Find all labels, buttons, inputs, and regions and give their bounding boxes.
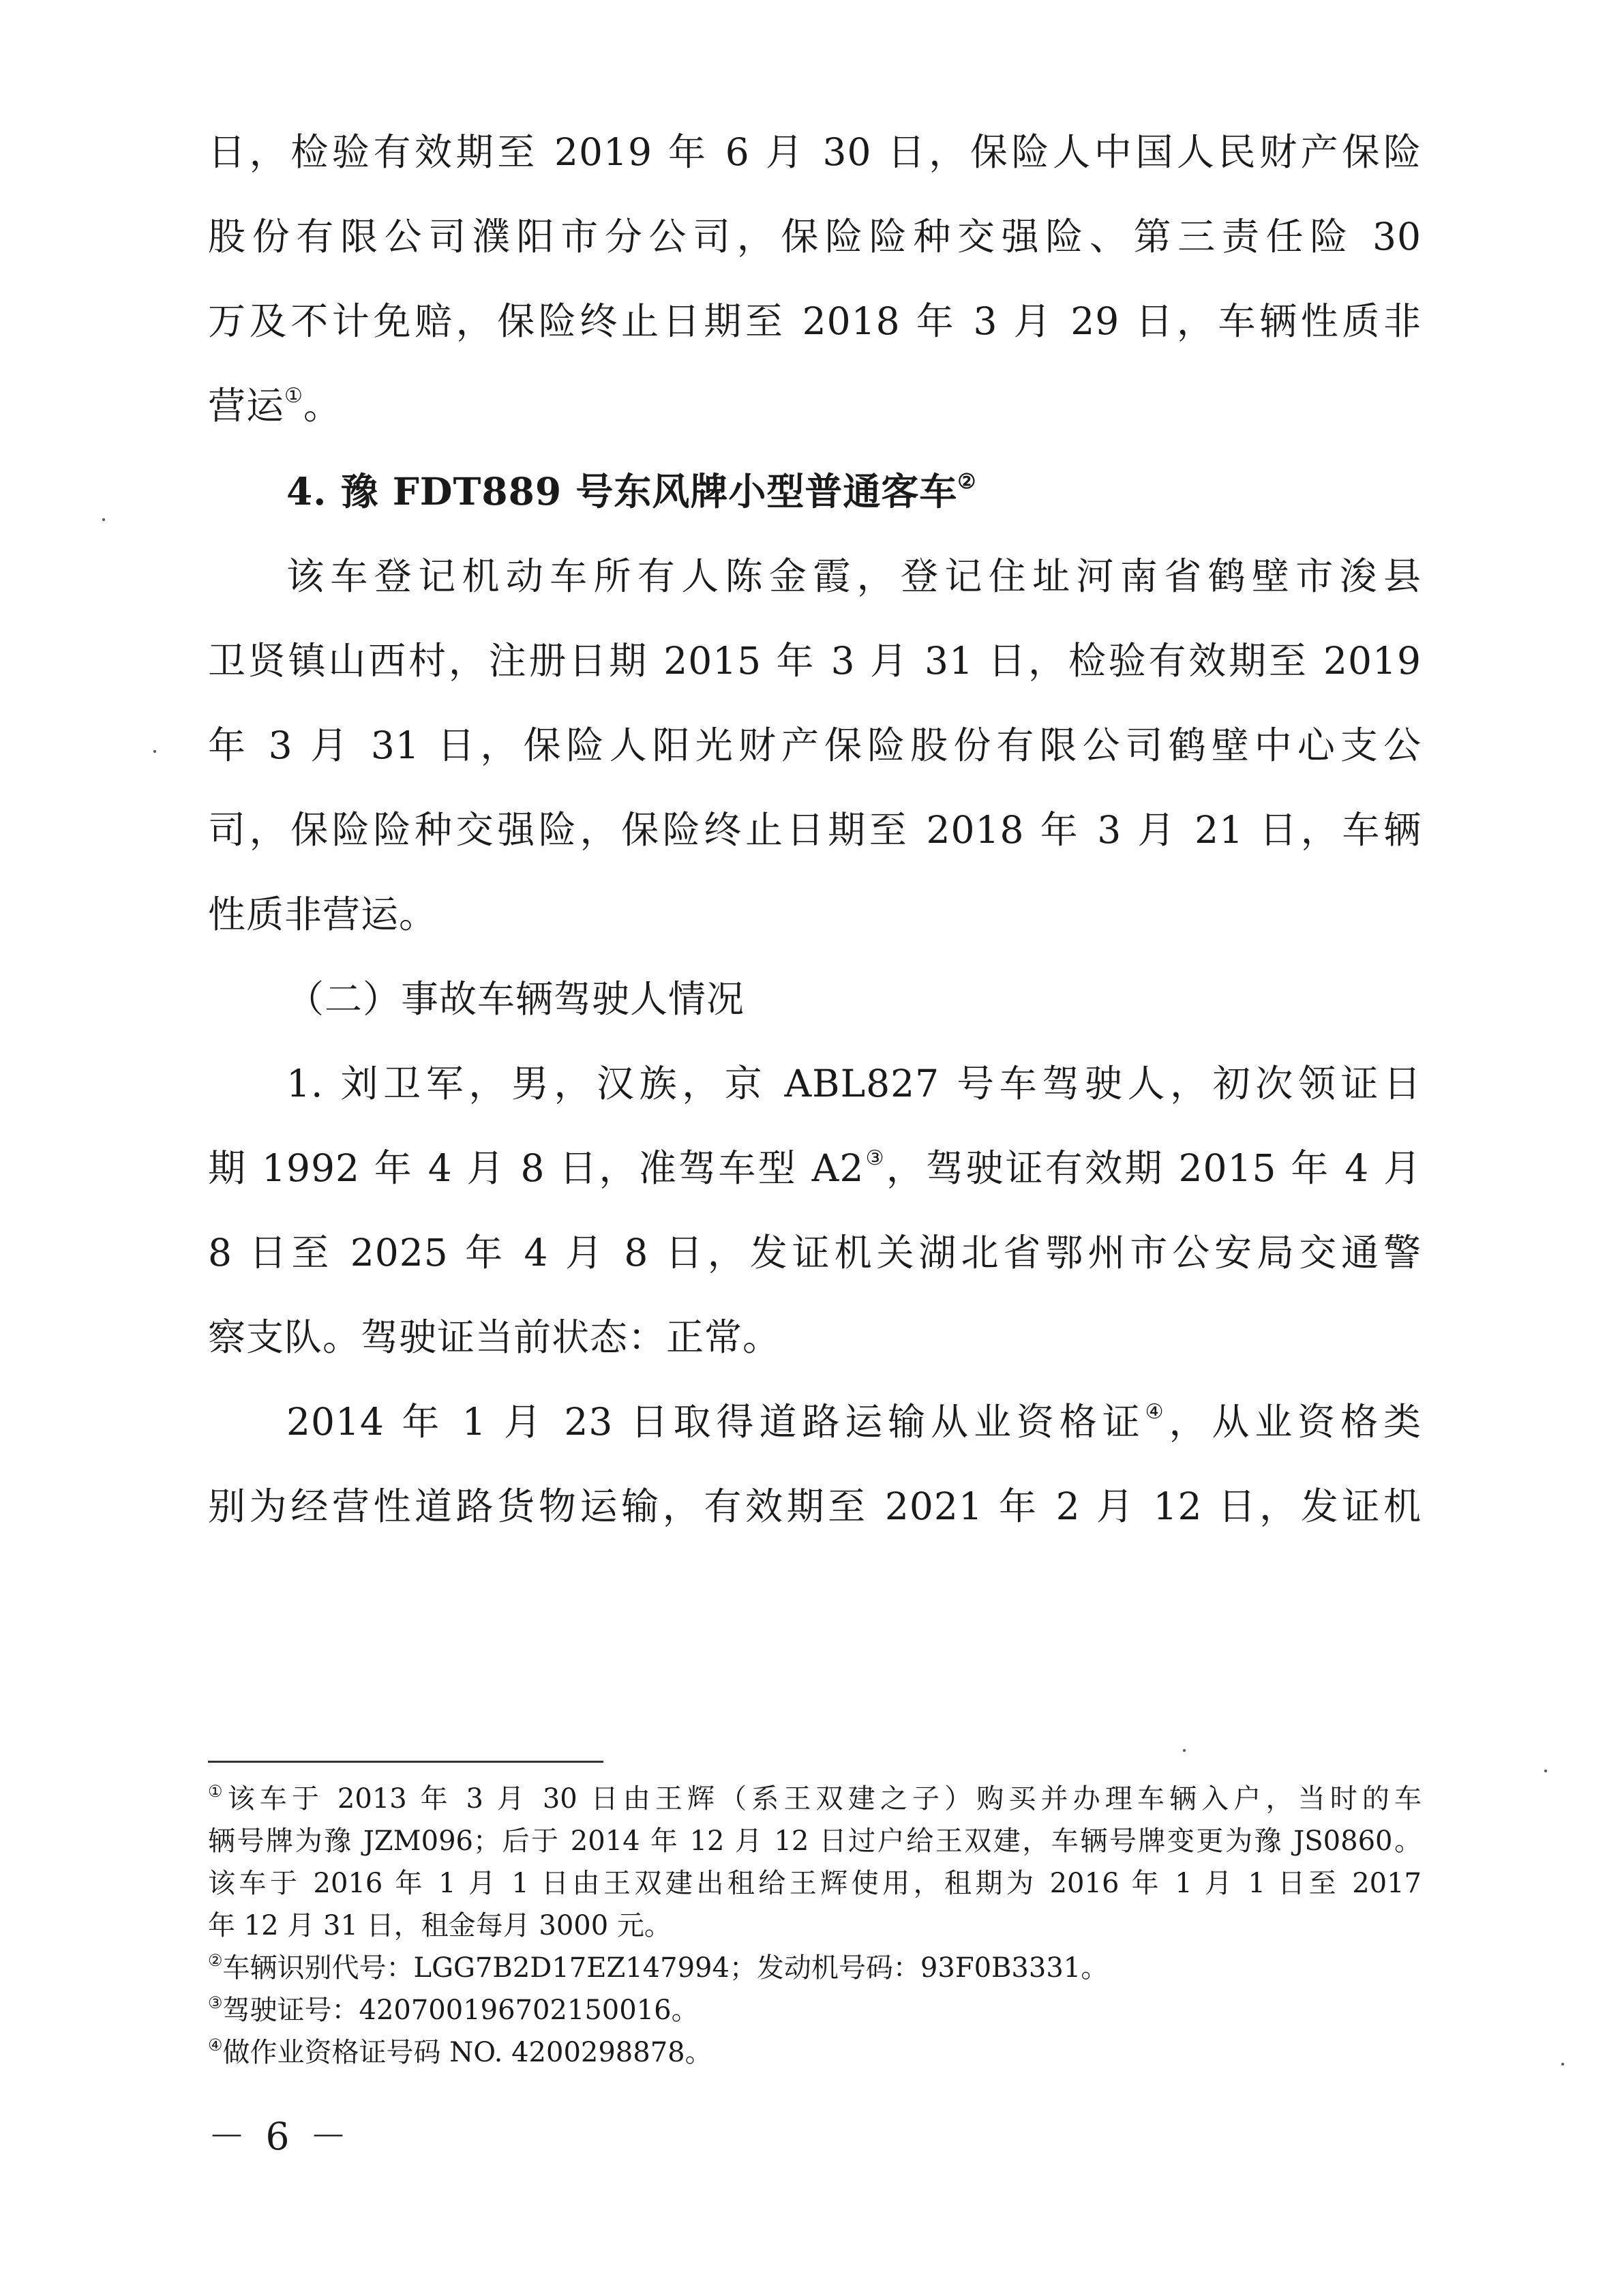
footnote-4	[208, 2035, 1422, 2070]
body-text: 该车登记机动车所有人陈金霞，登记住址河南省鹤壁市浚县	[286, 554, 1422, 598]
footnote-3	[208, 1993, 1422, 2028]
body-line-4	[208, 382, 1422, 430]
body-text: ，驾驶证有效期 2015 年 4 月	[886, 1146, 1422, 1190]
section-title: （二）事故车辆驾驶人情况	[286, 977, 745, 1021]
scan-speck	[102, 518, 105, 521]
footnote-1-line-4	[208, 1908, 1422, 1943]
body-line-1	[208, 128, 1422, 176]
vehicle-heading-4	[286, 468, 1422, 516]
footnote-1-line-1	[208, 1781, 1422, 1817]
body-text: 1. 刘卫军，男，汉族，京 ABL827 号车驾驶人，初次领证日	[286, 1062, 1422, 1105]
footnote-text: 驾驶证号：420700196702150016。	[222, 1995, 699, 2026]
footnote-text: 车辆识别代号：LGG7B2D17EZ147994；发动机号码：93F0B3331。	[222, 1952, 1109, 1984]
body-text: 2014 年 1 月 23 日取得道路运输从业资格证	[286, 1400, 1145, 1444]
scan-speck	[153, 750, 156, 753]
body-line-3	[208, 297, 1422, 345]
scan-speck	[1544, 1770, 1547, 1772]
body-line-8	[208, 721, 1422, 769]
body-text: 股份有限公司濮阳市分公司，保险险种交强险、第三责任险 30	[208, 215, 1422, 258]
footnote-mark-4: ④	[208, 2036, 223, 2055]
body-text: 司，保险险种交强险，保险终止日期至 2018 年 3 月 21 日，车辆	[208, 808, 1422, 852]
body-text: 8 日至 2025 年 4 月 8 日，发证机关湖北省鄂州市公安局交通警	[208, 1231, 1422, 1274]
footnote-text: 辆号牌为豫 JZM096；后于 2014 年 12 月 12 日过户给王双建，车辆号牌变更为豫 JS0860。	[208, 1825, 1422, 1857]
body-text: 察支队。驾驶证当前状态：正常。	[208, 1315, 781, 1359]
body-text: 性质非营运。	[208, 893, 438, 936]
footnote-ref-4: ④	[1145, 1400, 1169, 1424]
heading-text: 4. 豫 FDT889 号东风牌小型普通客车	[286, 469, 958, 513]
body-line-6	[286, 552, 1422, 600]
footnote-text: 做作业资格证号码 NO. 4200298878。	[222, 2037, 712, 2068]
body-line-17	[208, 1482, 1422, 1530]
footnote-mark-3: ③	[208, 1993, 223, 2012]
body-text: 日，检验有效期至 2019 年 6 月 30 日，保险人中国人民财产保险	[208, 130, 1422, 174]
body-text: 年 3 月 31 日，保险人阳光财产保险股份有限公司鹤壁中心支公	[208, 724, 1422, 767]
body-line-10	[208, 891, 1422, 938]
scan-speck	[1561, 2063, 1564, 2066]
footnote-1-line-2	[208, 1823, 1422, 1859]
footnote-separator	[208, 1761, 603, 1763]
page-number: － 6 －	[208, 2115, 351, 2158]
body-text: 别为经营性道路货物运输，有效期至 2021 年 2 月 12 日，发证机	[208, 1485, 1422, 1528]
body-text: 万及不计免赔，保险终止日期至 2018 年 3 月 29 日，车辆性质非	[208, 299, 1422, 343]
footnote-1-line-3	[208, 1866, 1422, 1901]
footnote-2	[208, 1950, 1422, 1986]
scan-speck	[1183, 1749, 1186, 1752]
body-line-9	[208, 806, 1422, 854]
section-heading-2	[286, 975, 1422, 1023]
footnote-mark-1: ①	[208, 1782, 228, 1801]
body-text: 卫贤镇山西村，注册日期 2015 年 3 月 31 日，检验有效期至 2019	[208, 639, 1422, 683]
body-text: 期 1992 年 4 月 8 日，准驾车型 A2	[208, 1146, 865, 1190]
body-text: 。	[303, 384, 342, 428]
body-line-13	[208, 1144, 1422, 1192]
body-line-16	[286, 1398, 1422, 1446]
body-line-12	[286, 1060, 1422, 1107]
footnote-mark-2: ②	[208, 1951, 223, 1970]
footnote-ref-3: ③	[864, 1146, 886, 1170]
footnote-text: 该车于 2013 年 3 月 30 日由王辉（系王双建之子）购买并办理车辆入户，当时的车	[227, 1783, 1422, 1815]
body-line-14	[208, 1229, 1422, 1277]
footnote-text: 该车于 2016 年 1 月 1 日由王双建出租给王辉使用，租期为 2016 年 1 月 1 日至 2017	[208, 1868, 1422, 1899]
body-line-7	[208, 637, 1422, 685]
body-text: ，从业资格类	[1169, 1400, 1422, 1444]
footnote-ref-2: ②	[957, 470, 977, 494]
body-line-15	[208, 1313, 1422, 1361]
body-line-2	[208, 213, 1422, 260]
body-text: 营运	[208, 384, 285, 428]
footnote-text: 年 12 月 31 日，租金每月 3000 元。	[208, 1910, 672, 1941]
footnote-ref-1: ①	[284, 384, 303, 408]
